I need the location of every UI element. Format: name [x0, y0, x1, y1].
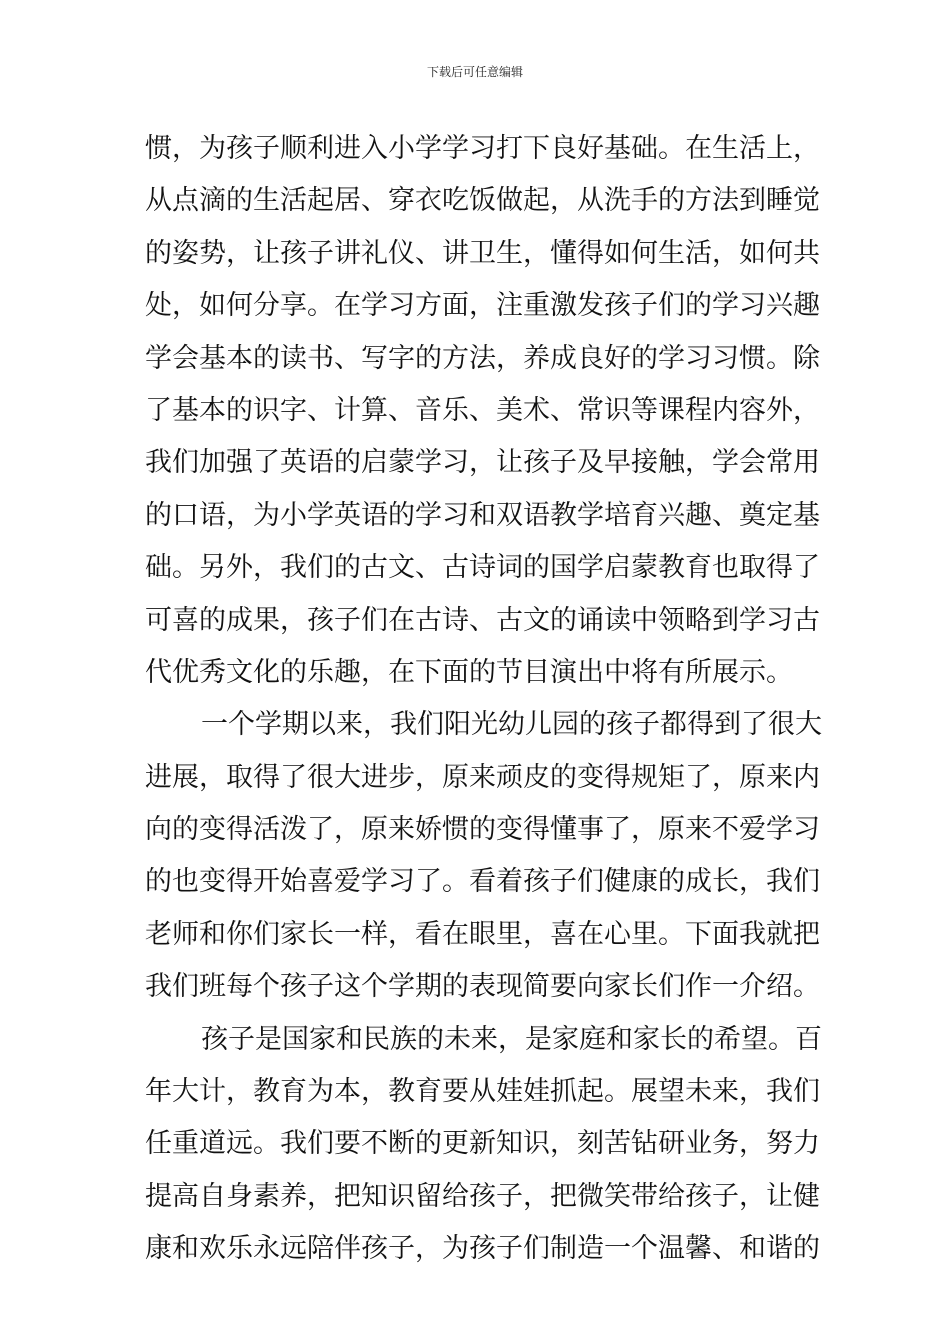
text-line: 惯，为孩子顺利进入小学学习打下良好基础。在生活上，	[145, 133, 820, 164]
text-line: 康和欢乐永远陪伴孩子，为孩子们制造一个温馨、和谐的	[145, 1233, 820, 1265]
text-line: 我们班每个孩子这个学期的表现简要向家长们作一介绍。	[145, 971, 820, 1003]
text-line: 年大计，教育为本，教育要从娃娃抓起。展望未来，我们	[145, 1076, 820, 1108]
text-line: 的也变得开始喜爱学习了。看着孩子们健康的成长，我们	[145, 866, 820, 898]
text-line: 我们加强了英语的启蒙学习，让孩子及早接触，学会常用	[145, 447, 820, 479]
text-line: 了基本的识字、计算、音乐、美术、常识等课程内容外，	[145, 394, 820, 426]
paragraph-3	[145, 1014, 822, 1276]
text-line: 从点滴的生活起居、穿衣吃饭做起，从洗手的方法到睡觉	[145, 185, 820, 217]
text-line: 学会基本的读书、写字的方法，养成良好的学习习惯。除	[145, 342, 820, 374]
text-line: 孩子是国家和民族的未来，是家庭和家长的希望。百	[201, 1023, 822, 1055]
text-line: 的口语，为小学英语的学习和双语教学培育兴趣、奠定基	[145, 499, 820, 531]
paragraph-2	[145, 699, 822, 1013]
text-line: 向的变得活泼了，原来娇惯的变得懂事了，原来不爱学习	[145, 814, 820, 846]
text-line: 处，如何分享。在学习方面，注重激发孩子们的学习兴趣	[145, 290, 820, 322]
page-header: 下载后可任意编辑	[426, 65, 523, 79]
text-line: 代优秀文化的乐趣，在下面的节目演出中将有所展示。	[145, 656, 793, 688]
text-line: 可喜的成果，孩子们在古诗、古文的诵读中领略到学习古	[145, 604, 820, 636]
text-line: 提高自身素养，把知识留给孩子，把微笑带给孩子，让健	[145, 1180, 820, 1212]
text-line: 础。另外，我们的古文、古诗词的国学启蒙教育也取得了	[145, 552, 820, 584]
paragraph-1	[145, 123, 820, 699]
text-line: 进展，取得了很大进步，原来顽皮的变得规矩了，原来内	[145, 761, 820, 793]
text-line: 任重道远。我们要不断的更新知识，刻苦钻研业务，努力	[145, 1128, 820, 1160]
text-line: 老师和你们家长一样，看在眼里，喜在心里。下面我就把	[145, 918, 820, 950]
text-line: 的姿势，让孩子讲礼仪、讲卫生，懂得如何生活，如何共	[145, 237, 820, 269]
document-body	[145, 123, 822, 1276]
text-line: 一个学期以来，我们阳光幼儿园的孩子都得到了很大	[201, 709, 822, 741]
